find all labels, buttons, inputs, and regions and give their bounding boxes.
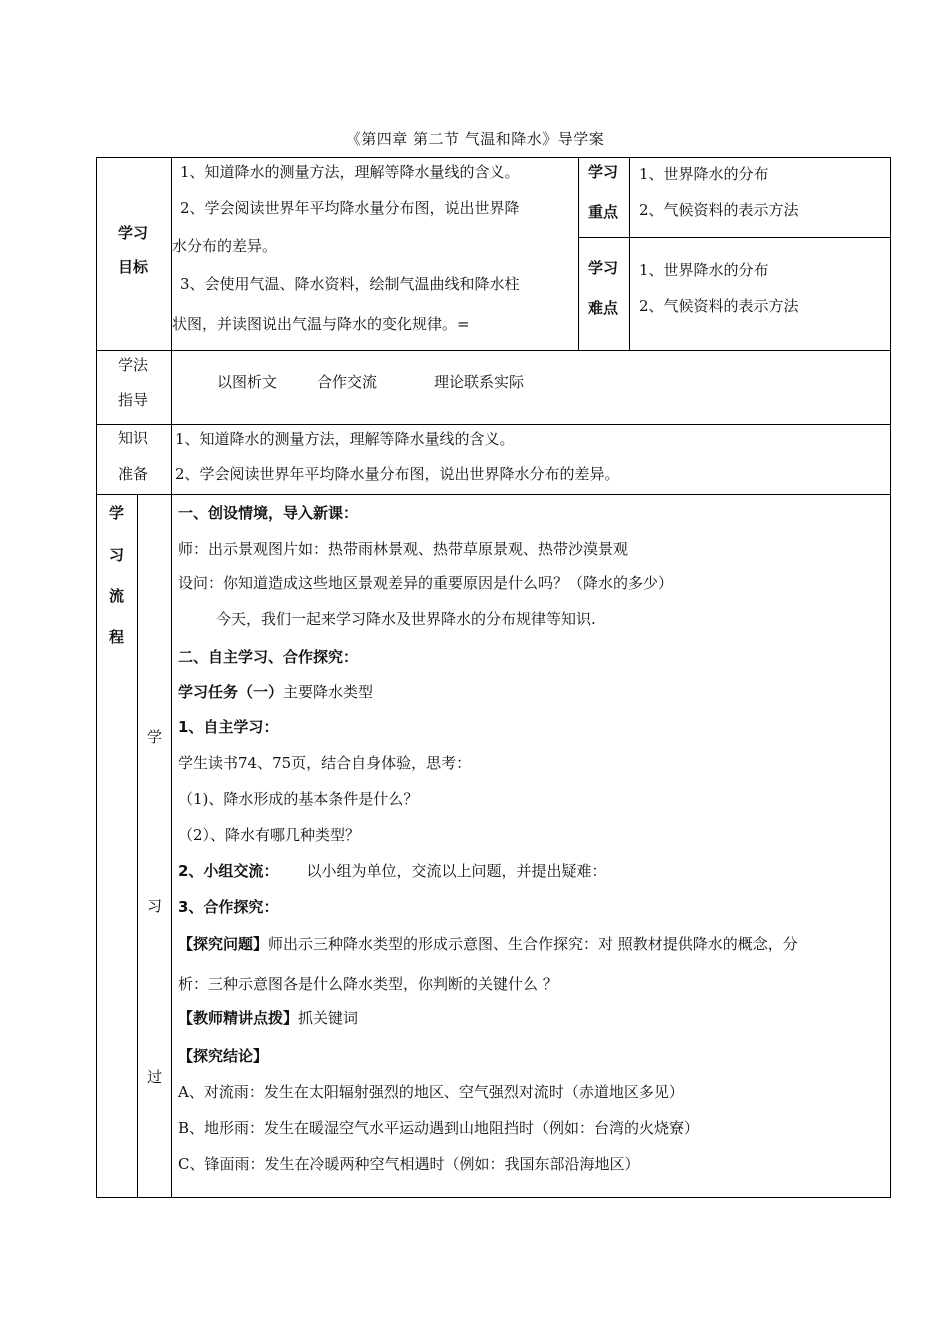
method-item-2: 合作交流	[317, 373, 378, 391]
explore-question-line-2: 析：三种示意图各是什么降水类型，你判断的关键什么 ？	[178, 975, 558, 993]
group-exchange	[178, 861, 606, 881]
difficulty-item-2: 2、气候资料的表示方法	[639, 297, 799, 315]
process-sub-char-3: 过	[147, 1068, 163, 1086]
method-label-2: 指导	[118, 391, 149, 409]
keypoint-item-1: 1、世界降水的分布	[639, 165, 769, 183]
learning-task-text: 主要降水类型	[283, 683, 374, 701]
process-sub-char-1: 学	[147, 728, 163, 746]
explore-question-label: 【探究问题】	[178, 935, 269, 953]
section-1-line-2: 设问：你知道造成这些地区景观差异的重要原因是什么吗？（降水的多少）	[178, 574, 674, 592]
objective-line-2: 2、学会阅读世界年平均降水量分布图，说出世界降	[180, 199, 520, 217]
read-instruction: 学生读书74、75页，结合自身体验，思考：	[178, 754, 472, 772]
explore-question-text: 师出示三种降水类型的形成示意图、生合作探究：对 照教材提供降水的概念，分	[268, 935, 798, 953]
question-2: （2）、降水有哪几种类型？	[178, 826, 361, 844]
keypoints-label-2: 重点	[588, 203, 619, 221]
knowledge-line-1: 1、知道降水的测量方法，理解等降水量线的含义。	[175, 430, 515, 448]
method-label-1: 学法	[118, 356, 149, 374]
knowledge-label-1: 知识	[118, 429, 149, 447]
difficulty-item-1: 1、世界降水的分布	[639, 261, 769, 279]
knowledge-label-2: 准备	[118, 465, 149, 483]
keypoint-item-2: 2、气候资料的表示方法	[639, 201, 799, 219]
learning-task-label: 学习任务（一）	[178, 683, 284, 701]
objectives-label-1: 学习	[118, 224, 149, 242]
difficulties-label-1: 学习	[588, 259, 619, 277]
process-label-char-4: 程	[109, 628, 125, 646]
teacher-tip-label: 【教师精讲点拨】	[178, 1009, 299, 1027]
objective-line-5: 状图，并读图说出气温与降水的变化规律。=	[172, 315, 470, 333]
question-1: （1)、降水形成的基本条件是什么？	[178, 790, 419, 808]
method-item-1: 以图析文	[217, 373, 278, 391]
process-label-char-3: 流	[109, 587, 125, 605]
conclusion-heading: 【探究结论】	[178, 1047, 269, 1065]
difficulties-label-2: 难点	[588, 299, 619, 317]
conclusion-c: C、锋面雨：发生在冷暖两种空气相遇时（例如：我国东部沿海地区）	[178, 1155, 640, 1173]
section-1-line-3: 今天，我们一起来学习降水及世界降水的分布规律等知识.	[216, 610, 596, 628]
objective-line-1: 1、知道降水的测量方法，理解等降水量线的含义。	[180, 163, 520, 181]
knowledge-line-2: 2、学会阅读世界年平均降水量分布图，说出世界降水分布的差异。	[175, 465, 620, 483]
method-item-3: 理论联系实际	[434, 373, 525, 391]
group-exchange-label: 2、小组交流：	[178, 862, 279, 880]
process-label-char-2: 习	[109, 546, 125, 564]
teacher-tip-text: 抓关键词	[298, 1009, 359, 1027]
self-study-heading: 1、自主学习：	[178, 718, 279, 736]
objectives-label-2: 目标	[118, 258, 149, 276]
group-exchange-text: 以小组为单位，交流以上问题，并提出疑难：	[306, 862, 607, 880]
page-title: 《第四章 第二节 气温和降水》导学案	[345, 130, 605, 148]
explore-question	[178, 934, 798, 954]
section-1-heading: 一、创设情境，导入新课：	[178, 504, 359, 522]
section-1-line-1: 师：出示景观图片如：热带雨林景观、热带草原景观、热带沙漠景观	[178, 540, 629, 558]
objective-line-3: 水分布的差异。	[172, 237, 278, 255]
objective-line-4: 3、会使用气温、降水资料，绘制气温曲线和降水柱	[180, 275, 520, 293]
conclusion-a: A、对流雨：发生在太阳辐射强烈的地区、空气强烈对流时（赤道地区多见）	[178, 1083, 684, 1101]
process-label-char-1: 学	[109, 504, 125, 522]
cooperative-heading: 3、合作探究：	[178, 898, 279, 916]
section-2-heading: 二、自主学习、合作探究：	[178, 648, 359, 666]
teacher-tip	[178, 1008, 358, 1028]
learning-task	[178, 682, 373, 702]
keypoints-label-1: 学习	[588, 163, 619, 181]
conclusion-b: B、地形雨：发生在暖湿空气水平运动遇到山地阻挡时（例如：台湾的火烧寮）	[178, 1119, 700, 1137]
process-sub-char-2: 习	[147, 897, 163, 915]
